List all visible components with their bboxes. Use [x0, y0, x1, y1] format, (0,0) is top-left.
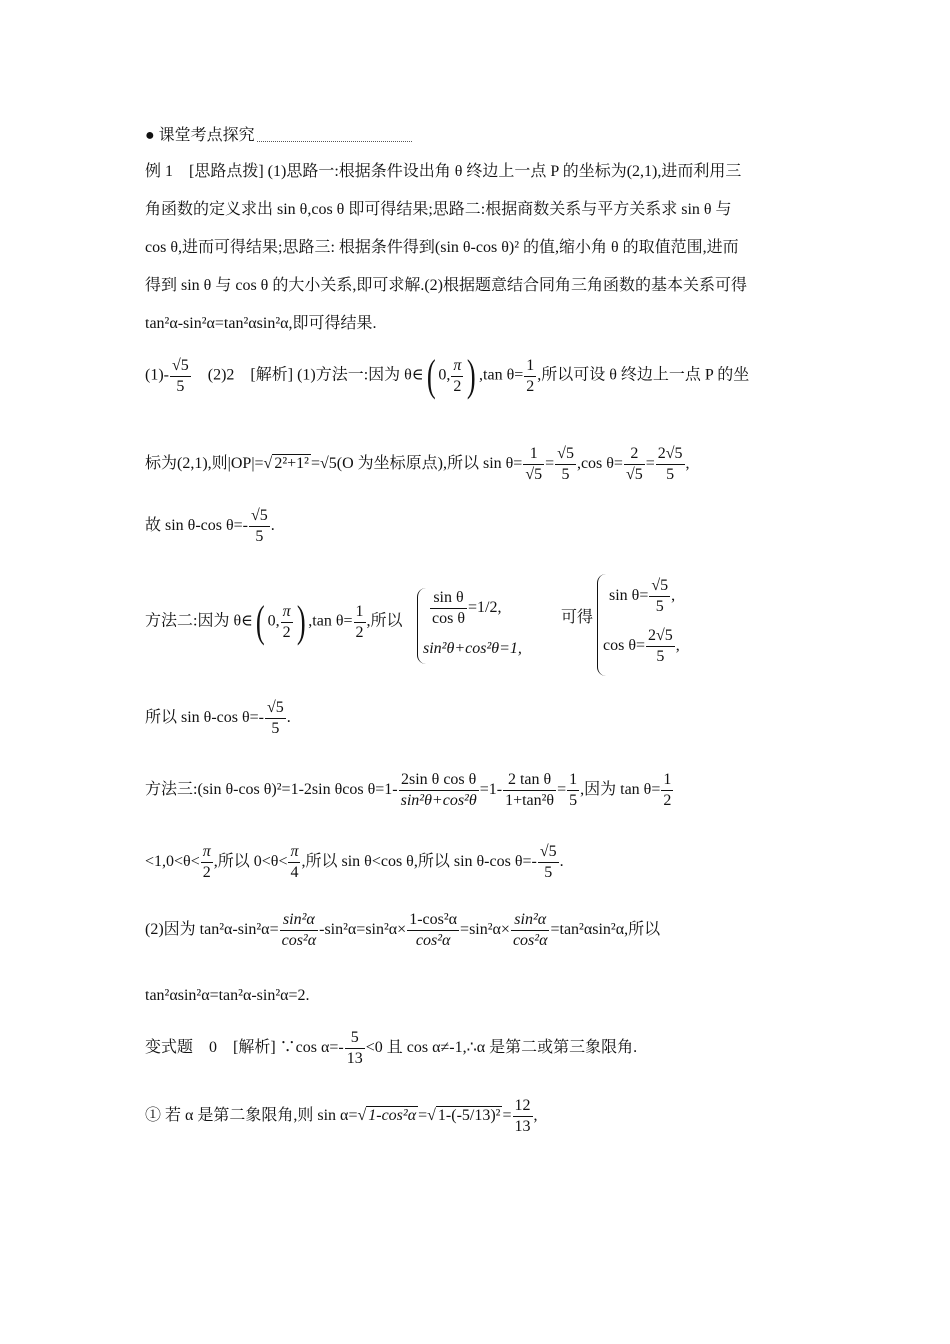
heading-dotted-leader — [257, 131, 412, 142]
frac-1-over-sqrt5: $\frac{1}{√5}$ — [525, 445, 543, 483]
method2-get: 可得 — [561, 609, 594, 626]
frac-2sqrt5-over-5: $\frac{2√5}{5}$ — [657, 445, 683, 483]
system-eq-2: sin²θ+cos²θ=1, — [423, 640, 522, 657]
frac-1-over-2: $\frac{1}{2}$ — [526, 356, 535, 395]
system-eq-1: $\frac{\text{sin θ}}{\text{cos θ}}$ =1/2, — [432, 589, 502, 627]
part2-line-2: tan²αsin²α=tan²α-sin²α=2. — [145, 987, 310, 1004]
answer-line-2: 标为(2,1),则|OP|=√ 2²+1² =√5(O 为坐标原点),所以 sin θ= $\frac{1}{√5}$ = $\frac{√5}{5}$ ,cos θ= $\frac{2}{√5}$ = $\frac{2√5}{5}$ , — [145, 445, 690, 483]
part2-line-1: (2)因为 tan²α-sin²α= $\frac{\text{sin²α}}{\text{cos²α}}$ -sin²α=sin²α× $\frac{\text{1-cos²α}}{\text{cos²α}}$ =sin²α× $\frac{\text{sin²α}}{\text{cos²α}}$ =tan²αsin²α,所以 — [145, 911, 661, 949]
method3-line-2: <1,0<θ< $\frac{\pi}{2}$ ,所以 0<θ< $\frac{\pi}{4}$ ,所以 sin θ<cos θ,所以 sin θ-cos θ=- $\frac{√5}{5}$ . — [145, 843, 564, 881]
method2-conclusion: 所以 sin θ-cos θ=- $\frac{√5}{5}$ . — [145, 699, 291, 737]
frac-sqrt5-over-5: $\frac{√5}{5}$ — [251, 507, 268, 545]
example1-line-4: 得到 sin θ 与 cos θ 的大小关系,即可求解.(2)根据题意结合同角三角函数的基本关系可得 — [145, 277, 747, 294]
result-cos: cos θ= $\frac{2√5}{5}$ , — [603, 627, 680, 665]
frac-sqrt5-over-5: $\frac{√5}{5}$ — [171, 356, 189, 395]
answer-line-1: (1)- $\frac{√5}{5}$ (2)2 [解析] (1)方法一:因为 θ∈( 0, $\frac{\pi}{2}$ ) ,tan θ= $\frac{1}{2}$ ,所以可设 θ 终边上一点 P 的坐 — [145, 351, 750, 400]
frac-pi-over-2: $\frac{\pi}{2}$ — [282, 602, 291, 641]
frac-1-over-2: $\frac{1}{2}$ — [355, 602, 364, 641]
variant-line-2: ① 若 α 是第二象限角,则 sin α=√ 1-cos²α =√ 1-(-5/13)² = $\frac{12}{13}$ , — [145, 1097, 538, 1135]
result-sin: sin θ= $\frac{√5}{5}$ , — [609, 577, 676, 615]
frac-sqrt5-over-5: $\frac{√5}{5}$ — [267, 699, 284, 737]
example1-line-5: tan²α-sin²α=tan²αsin²α,即可得结果. — [145, 315, 377, 332]
frac-pi-over-2: $\frac{\pi}{2}$ — [453, 356, 462, 395]
method3-line-1: 方法三:(sin θ-cos θ)²=1-2sin θcos θ=1- $\frac{\text{2sin θ cos θ}}{\text{sin²θ+cos²θ}}$ =1- $\frac{\text{2 tan θ}}{\text{1+tan²θ}}$ = $\frac{1}{5}$ ,因为 tan θ= $\frac{1}{2}$ — [145, 771, 672, 809]
example1-line-3: cos θ,进而可得结果;思路三: 根据条件得到(sin θ-cos θ)² 的值,缩小角 θ 的取值范围,进而 — [145, 239, 739, 256]
frac-2-over-sqrt5: $\frac{2}{√5}$ — [625, 445, 643, 483]
section-heading: ● 课堂考点探究 — [145, 124, 412, 148]
answer-line-3: 故 sin θ-cos θ=- $\frac{√5}{5}$ . — [145, 507, 275, 545]
method2-line: 方法二:因为 θ∈( 0, $\frac{\pi}{2}$ ) ,tan θ= $\frac{1}{2}$ ,所以 — [145, 597, 403, 646]
example1-line-2: 角函数的定义求出 sin θ,cos θ 即可得结果;思路二:根据商数关系与平方关系求 sin θ 与 — [145, 201, 732, 218]
frac-sqrt5-over-5: $\frac{√5}{5}$ — [557, 445, 574, 483]
example1-line-1: 例 1 [思路点拨] (1)思路一:根据条件设出角 θ 终边上一点 P 的坐标为(2,1),进而利用三 — [145, 163, 742, 180]
variant-line-1: 变式题 0 [解析] ∵cos α=- $\frac{5}{13}$ <0 且 cos α≠-1,∴α 是第二或第三象限角. — [145, 1029, 638, 1067]
